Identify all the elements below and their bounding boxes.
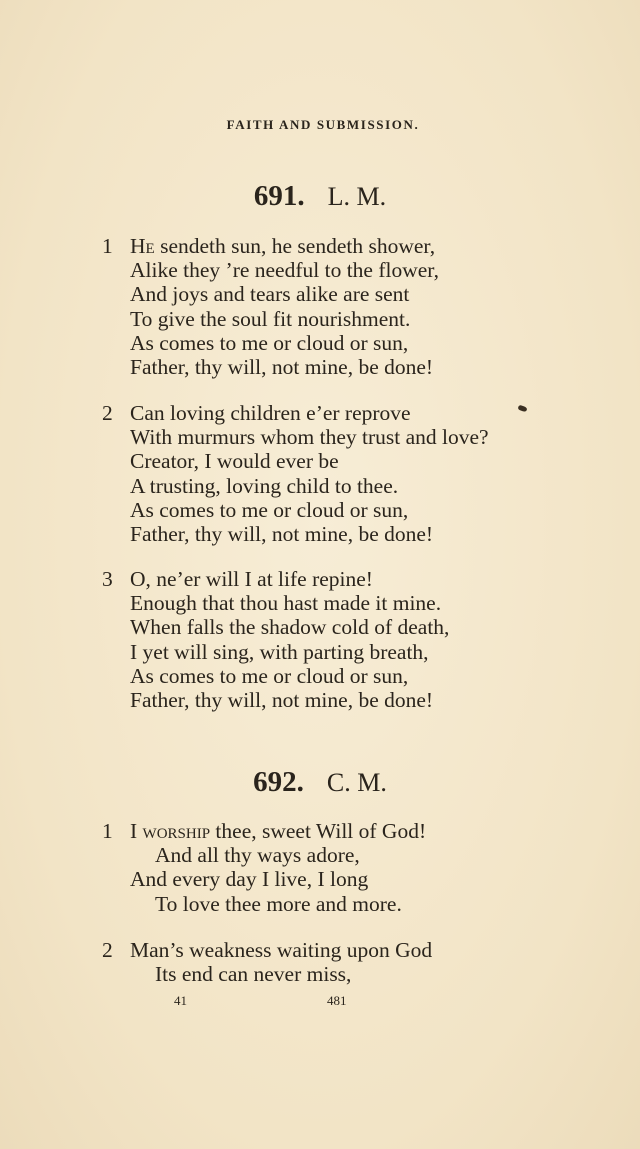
stanza-line [102, 938, 432, 962]
page-number: 481 [327, 993, 347, 1008]
hymn-691-stanza-1 [102, 234, 439, 379]
ink-speck [517, 405, 527, 413]
line-text: Man’s weakness waiting upon God [130, 938, 433, 962]
stanza-line: Its end can never miss, [155, 962, 352, 987]
stanza-line: As comes to me or cloud or sun, [130, 663, 409, 688]
stanza-line [102, 567, 449, 591]
stanza-number: 1 [102, 819, 113, 843]
stanza-number: 3 [102, 567, 113, 591]
hymn-number: 692. [253, 766, 304, 798]
stanza-line: To give the soul fit nourishment. [130, 306, 411, 331]
hymn-meter: L. M. [327, 182, 387, 211]
running-head [0, 117, 640, 133]
stanza-line [102, 234, 439, 258]
stanza-line: With murmurs whom they trust and love? [130, 425, 489, 450]
stanza-number: 2 [102, 401, 113, 425]
line-text: thee, sweet Will of God! [210, 819, 427, 843]
stanza-line: As comes to me or cloud or sun, [130, 497, 409, 522]
line-text: Can loving children e’er reprove [130, 401, 411, 425]
stanza-line: Alike they ’re needful to the flower, [130, 258, 439, 283]
hymn-691-stanza-3 [102, 567, 449, 712]
stanza-line: Father, thy will, not mine, be done! [130, 522, 434, 547]
stanza-line: When falls the shadow cold of death, [130, 615, 450, 640]
stanza-line: As comes to me or cloud or sun, [130, 330, 409, 355]
stanza-line: Enough that thou hast made it mine. [130, 591, 442, 616]
stanza-number: 2 [102, 938, 113, 962]
hymn-691-heading [0, 180, 640, 213]
stanza-line: To love thee more and more. [155, 891, 402, 916]
stanza-line: Father, thy will, not mine, be done! [130, 355, 434, 380]
line-text: O, ne’er will I at life repine! [130, 567, 373, 591]
running-head-text: FAITH AND SUBMISSION. [226, 117, 420, 132]
stanza-line: I yet will sing, with parting breath, [130, 639, 429, 664]
signature-mark: 41 [174, 993, 187, 1008]
stanza-line: And every day I live, I long [130, 867, 369, 892]
stanza-line: And all thy ways adore, [155, 843, 360, 868]
stanza-line: And joys and tears alike are sent [130, 282, 410, 307]
hymn-692-heading [0, 766, 640, 799]
hymn-691-stanza-2 [102, 401, 489, 546]
stanza-line: Father, thy will, not mine, be done! [130, 688, 434, 713]
initial-small-caps: He [130, 234, 155, 258]
hymn-692-stanza-1 [102, 819, 426, 916]
stanza-line [102, 401, 489, 425]
stanza-line [102, 819, 426, 843]
line-text: sendeth sun, he sendeth shower, [154, 234, 436, 258]
initial-small-caps: I worship [130, 819, 211, 843]
stanza-line: A trusting, loving child to thee. [130, 473, 399, 498]
hymn-number: 691. [253, 180, 305, 212]
stanza-number: 1 [102, 234, 113, 258]
hymn-692-stanza-2 [102, 938, 432, 986]
hymn-meter: C. M. [326, 768, 387, 797]
stanza-line: Creator, I would ever be [130, 449, 339, 474]
